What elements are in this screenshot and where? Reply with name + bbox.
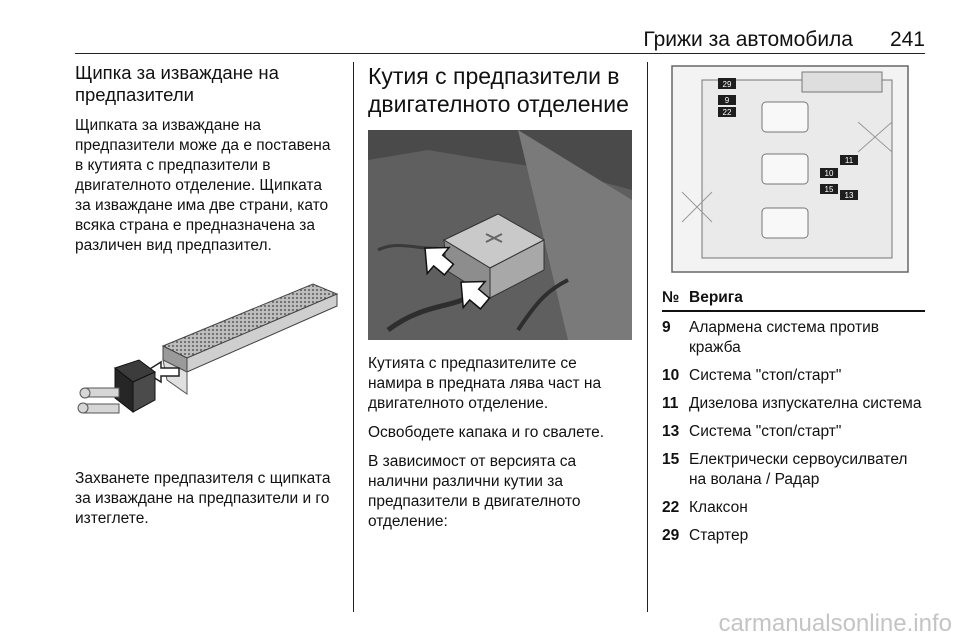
page-number: 241 — [889, 28, 925, 51]
fuse-circuit: Електрически сервоусилвател на волана / Радар — [689, 451, 908, 488]
table-row — [662, 366, 925, 386]
fuse-number: 29 — [662, 527, 680, 544]
table-row — [662, 318, 925, 358]
fuse-number: 13 — [662, 423, 680, 440]
engine-bay-drawing — [368, 130, 632, 340]
fuse-circuit: Алармена система против кражба — [689, 319, 879, 356]
fuse-number: 22 — [662, 499, 680, 516]
body-paragraph: Кутията с предпазителите се намира в предната лява част на двигателното отделение. — [368, 355, 602, 412]
fuse-puller-drawing — [75, 276, 341, 461]
engine-bay-photo — [368, 130, 632, 340]
table-row — [662, 498, 925, 518]
middle-column — [368, 62, 632, 541]
diagram-label: 15 — [824, 185, 834, 194]
diagram-label: 10 — [824, 169, 834, 178]
fuse-circuit: Стартер — [689, 527, 749, 544]
figure-caption: Захванете предпазителя с щипката за изваждане на предпазители и го изтеглете. — [75, 470, 331, 527]
page-title: Грижи за автомобила — [643, 28, 853, 51]
body-paragraph: Освободете капака и го свалете. — [368, 424, 605, 441]
diagram-label: 22 — [722, 108, 732, 117]
diagram-label: 9 — [724, 96, 730, 105]
fuse-table-header — [662, 289, 925, 312]
section-heading: Кутия с предпазители в двигателното отделение — [368, 63, 629, 117]
fuse-circuit: Клаксон — [689, 499, 748, 516]
diagram-label: 29 — [722, 80, 732, 89]
column-header-circuit: Верига — [689, 289, 743, 306]
table-row — [662, 450, 925, 490]
watermark: carmanualsonline.info — [718, 610, 952, 637]
column-divider — [353, 62, 354, 612]
diagram-label: 11 — [844, 156, 854, 165]
fuse-number: 11 — [662, 395, 679, 412]
body-paragraph: Щипката за изваждане на предпазители може да е поставена в кутията с предпазители в двигателното отделение. Щипката за изваждане има две страни, като всяка страна е предназначена за различен вид предпазител. — [75, 117, 331, 254]
table-row — [662, 422, 925, 442]
column-divider — [647, 62, 648, 612]
fuse-box-drawing — [662, 62, 925, 277]
fuse-circuit: Система "стоп/старт" — [689, 367, 842, 384]
fuse-number: 15 — [662, 451, 680, 468]
table-row — [662, 526, 925, 546]
fuse-puller-illustration — [75, 276, 341, 461]
diagram-label: 13 — [844, 191, 854, 200]
fuse-circuit: Система "стоп/старт" — [689, 423, 842, 440]
fuse-number: 9 — [662, 319, 671, 336]
right-column — [662, 62, 925, 554]
fuse-circuit: Дизелова изпускателна система — [689, 395, 922, 412]
header-rule — [75, 53, 925, 54]
fuse-number: 10 — [662, 367, 680, 384]
fuse-box-diagram — [662, 62, 925, 277]
body-paragraph: В зависимост от версията са налични различни кутии за предпазители в двигателното отделение: — [368, 453, 581, 530]
left-column — [75, 62, 341, 538]
column-header-number: № — [662, 289, 680, 306]
page-header — [75, 28, 925, 50]
section-heading: Щипка за изваждане на предпазители — [75, 62, 279, 105]
table-row — [662, 394, 925, 414]
